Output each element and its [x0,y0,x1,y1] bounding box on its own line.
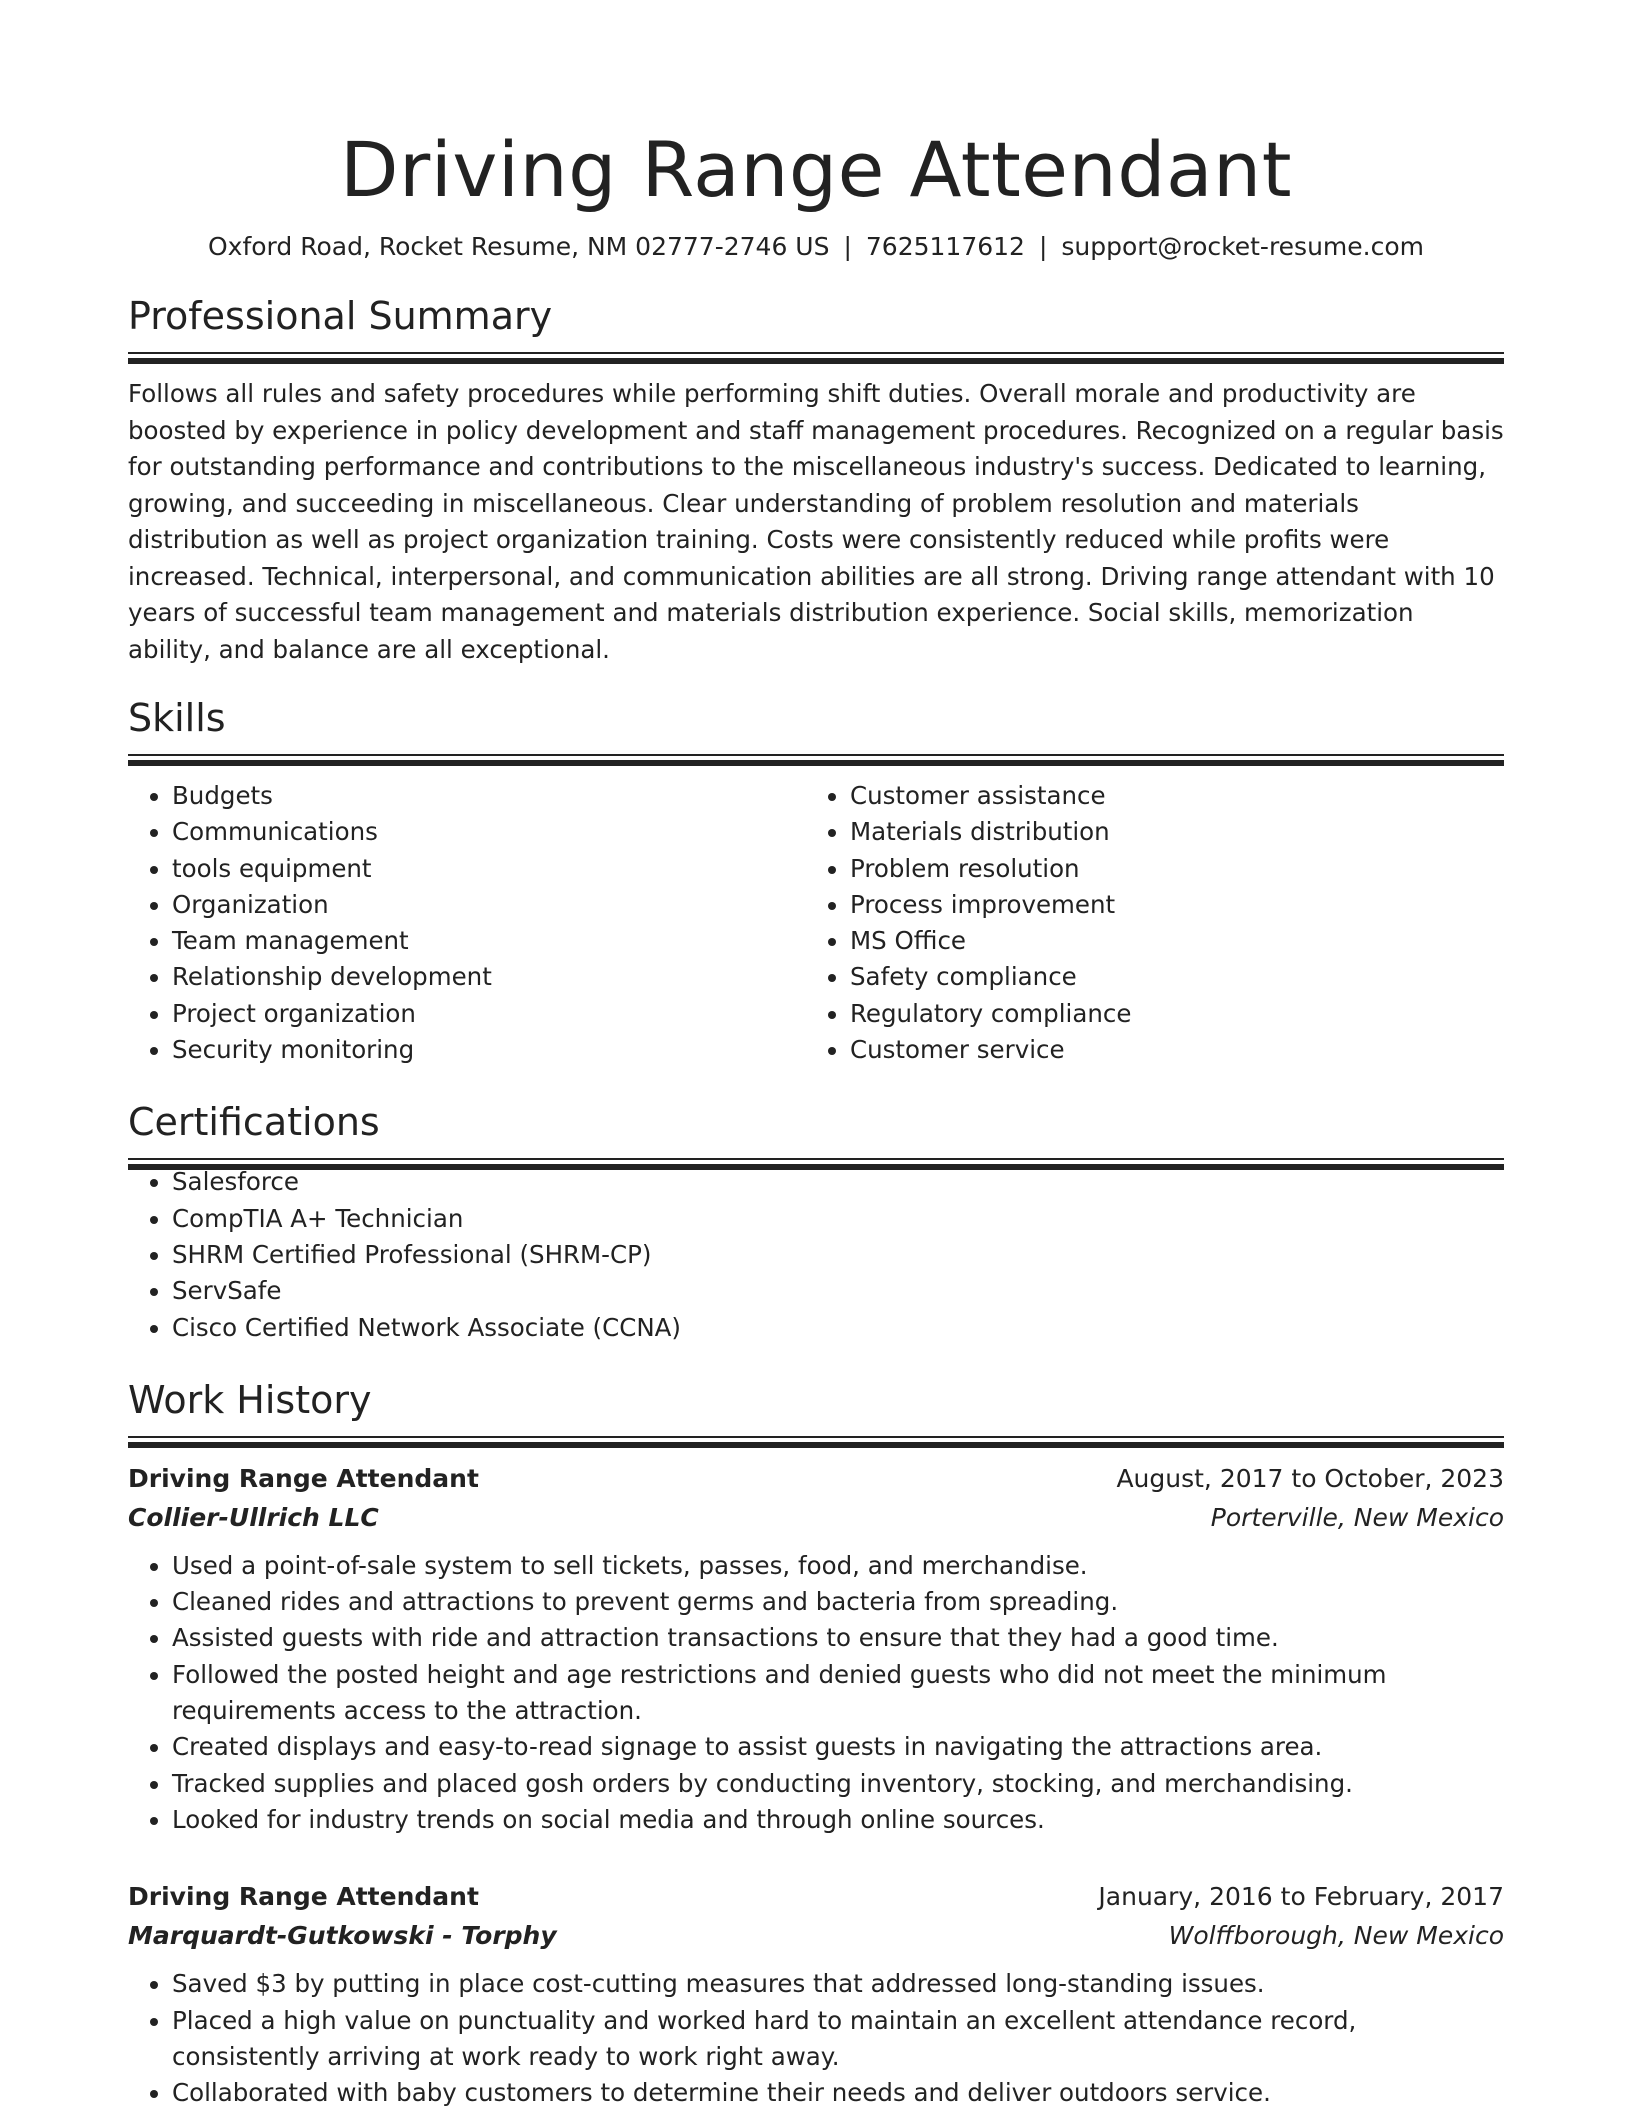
skill-item: • Customer assistance [850,778,1484,814]
section-title-summary: Professional Summary [128,294,553,338]
certification-item: • CompTIA A+ Technician [172,1201,1504,1237]
skill-item: • Project organization [172,996,806,1032]
job-dates: January, 2016 to February, 2017 [1098,1882,1504,1912]
work-history-section [128,1376,1504,2112]
certification-item: • Salesforce [172,1164,1504,1200]
job-bullet: • Assisted guests with ride and attraction transactions to ensure that they had a good time. [172,1620,1504,1656]
certification-item: • ServSafe [172,1273,1504,1309]
section-rule [128,1436,1504,1442]
job-bullet-list [128,1548,1504,1838]
skill-item: • MS Office [850,923,1484,959]
skill-item: • Safety compliance [850,959,1484,995]
section-rule [128,352,1504,358]
job-company-row [128,1498,1504,1538]
candidate-name: Driving Range Attendant [339,125,1293,214]
section-title-work-history: Work History [128,1377,372,1422]
certifications-section [128,1098,1504,1345]
certification-item: • SHRM Certified Professional (SHRM-CP) [172,1237,1504,1273]
skills-grid [128,778,1504,1068]
job-bullet-list [128,1966,1504,2111]
skill-item: • Organization [172,887,806,923]
contact-address: Oxford Road, Rocket Resume, NM 02777-2746 US [207,232,830,261]
skill-item: • Security monitoring [172,1032,806,1068]
job-company-row [128,1916,1504,1956]
skill-item: • Customer service [850,1032,1484,1068]
job-location: Porterville, New Mexico [1210,1502,1504,1532]
contact-separator: | [843,232,852,261]
job-bullet: • Saved $3 by putting in place cost-cutting measures that addressed long-standing issues. [172,1966,1504,2002]
job-bullet: • Looked for industry trends on social media and through online sources. [172,1802,1504,1838]
skill-item: • Regulatory compliance [850,996,1484,1032]
skill-item: • Problem resolution [850,851,1484,887]
summary-text: Follows all rules and safety procedures while performing shift duties. Overall morale and productivity are boosted by experience in policy development and staff management procedures. Recognized on a regular basis for outstanding performance and contributions to the miscellaneous industry's success. Dedicated to learning, growing, and succeeding in miscellaneous. Clear understanding of problem resolution and materials distribution as well as project organization training. Costs were consistently reduced while profits were increased. Technical, interpersonal, and communication abilities are all strong. Driving range attendant with 10 years of successful team management and materials distribution experience. Social skills, memorization ability, and balance are all exceptional. [128,379,1504,664]
skill-item: • Relationship development [172,959,806,995]
certifications-list [128,1164,1504,1345]
job-bullet: • Tracked supplies and placed gosh orders by conducting inventory, stocking, and merchandising. [172,1766,1504,1802]
section-title-certifications: Certifications [128,1100,380,1145]
job-entry [128,1878,1504,2111]
job-title: Driving Range Attendant [128,1463,479,1493]
job-bullet: • Collaborated with baby customers to determine their needs and deliver outdoors service. [172,2075,1504,2111]
job-title: Driving Range Attendant [128,1882,479,1912]
skill-item: • Materials distribution [850,814,1484,850]
skill-item: • Budgets [172,778,806,814]
job-company: Marquardt-Gutkowski - Torphy [128,1921,557,1951]
job-dates: August, 2017 to October, 2023 [1116,1463,1504,1493]
job-header-row [128,1460,1504,1498]
job-location: Wolffborough, New Mexico [1168,1921,1504,1951]
contact-phone: 7625117612 [865,232,1025,261]
job-bullet: • Placed a high value on punctuality and worked hard to maintain an excellent attendance record, consistently arriving at work ready to work right away. [172,2003,1504,2076]
job-company: Collier-Ullrich LLC [128,1502,379,1532]
skills-list-left [128,778,806,1068]
skill-item: • Process improvement [850,887,1484,923]
skills-column-right [806,778,1484,1068]
resume-page [128,0,1504,2111]
job-header-row [128,1878,1504,1916]
job-bullet: • Created displays and easy-to-read signage to assist guests in navigating the attractions area. [172,1729,1504,1765]
skill-item: • tools equipment [172,851,806,887]
job-bullet: • Used a point-of-sale system to sell tickets, passes, food, and merchandise. [172,1548,1504,1584]
section-rule [128,754,1504,760]
skills-section [128,694,1504,1068]
job-bullet: • Cleaned rides and attractions to prevent germs and bacteria from spreading. [172,1584,1504,1620]
certification-item: • Cisco Certified Network Associate (CCNA) [172,1310,1504,1346]
summary-section [128,292,1504,668]
skills-list-right [806,778,1484,1068]
section-title-skills: Skills [128,696,226,740]
skill-item: • Communications [172,814,806,850]
skill-item: • Team management [172,923,806,959]
contact-line [128,230,1504,264]
job-entry [128,1460,1504,1838]
job-bullet: • Followed the posted height and age restrictions and denied guests who did not meet the minimum requirements access to the attraction. [172,1657,1504,1730]
contact-email: support@rocket-resume.com [1061,232,1425,261]
contact-separator: | [1038,232,1048,261]
skills-column-left [128,778,806,1068]
